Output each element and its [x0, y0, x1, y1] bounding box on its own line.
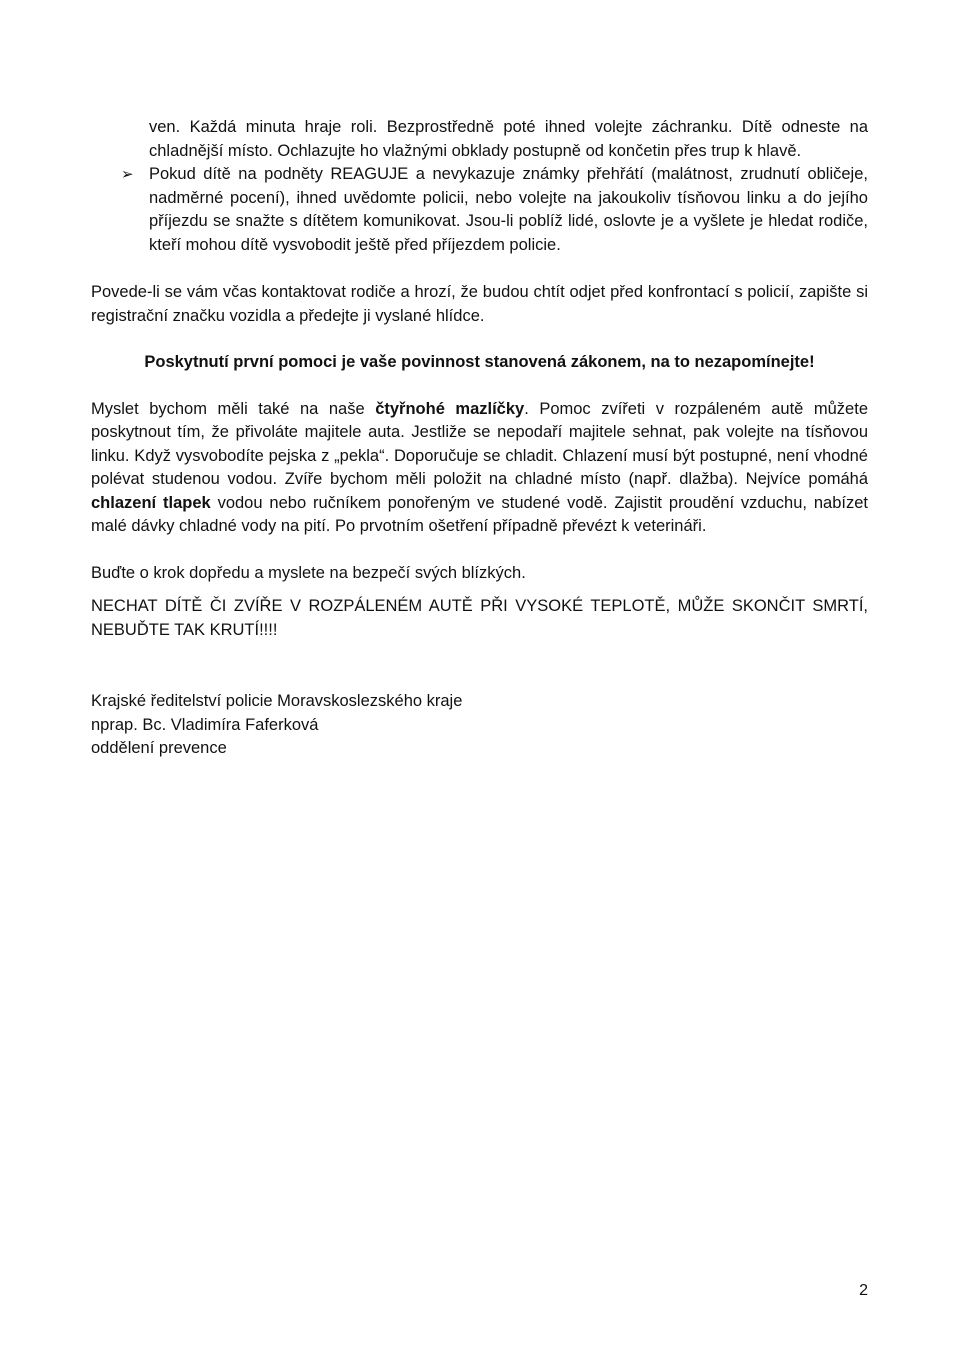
bullet-item-text: Pokud dítě na podněty REAGUJE a nevykazuje známky přehřátí (malátnost, zrudnutí obličeje, nadměrné pocení), ihned uvědomte policii, nebo volejte na jakoukoliv tísňovou linku a do jejího příjezdu se snažte s dítětem komunikovat. Jsou-li poblíž lidé, oslovte je a vyšlete je hledat rodiče, kteří mohou dítě vysvobodit ještě před příjezdem policie.	[149, 165, 868, 254]
signature-organization: Krajské ředitelství policie Moravskoslezského kraje	[91, 692, 463, 710]
continuation-paragraph: ven. Každá minuta hraje roli. Bezprostředně poté ihned volejte záchranku. Dítě odneste na chladnější místo. Ochlazujte ho vlažnými obklady postupně od končetin přes trup k hlavě.	[149, 118, 868, 160]
pets-bold-1: čtyřnohé mazlíčky	[375, 399, 525, 418]
page-number: 2	[859, 1282, 868, 1299]
bold-centered-notice: Poskytnutí první pomoci je vaše povinnost stanovená zákonem, na to nezapomínejte!	[144, 353, 815, 371]
pets-bold-2: chlazení tlapek	[91, 493, 211, 512]
signature-block	[91, 690, 868, 761]
pets-text-1: Myslet bychom měli také na naše	[91, 399, 376, 418]
document-body	[91, 116, 868, 761]
paragraph-pets	[91, 398, 868, 539]
bullet-item	[121, 163, 868, 257]
paragraph-step-ahead: Buďte o krok dopředu a myslete na bezpečí svých blízkých.	[91, 563, 526, 582]
pets-text-2: . Pomoc zvířeti v rozpáleném autě můžete poskytnout tím, že přivoláte majitele auta. Jestliže se nepodaří majitele sehnat, pak volejte na tísňovou linku. Když vysvobodíte pejska z „pekla“. Doporučuje se chladit. Chlazení musí být postupné, není vhodné polévat studenou vodou. Zvíře bychom měli položit na chladné místo (např. dlažba). Nejvíce pomáhá	[91, 399, 868, 488]
paragraph-contact-parents: Povede-li se vám včas kontaktovat rodiče a hrozí, že budou chtít odjet před konfrontací s policií, zapište si registrační značku vozidla a předejte ji vyslané hlídce.	[91, 283, 868, 325]
pets-text-3: vodou nebo ručníkem ponořeným ve studené vodě. Zajistit proudění vzduchu, nabízet malé dávky chladné vody na pití. Po prvotním ošetření případně převézt k veterináři.	[91, 493, 868, 535]
signature-department: oddělení prevence	[91, 739, 227, 757]
warning-caps-paragraph: NECHAT DÍTĚ ČI ZVÍŘE V ROZPÁLENÉM AUTĚ PŘI VYSOKÉ TEPLOTĚ, MŮŽE SKONČIT SMRTÍ, NEBUĎTE TAK KRUTÍ!!!!	[91, 597, 868, 639]
signature-name: nprap. Bc. Vladimíra Faferková	[91, 715, 319, 734]
arrowhead-bullet-icon: ➢	[121, 166, 134, 183]
